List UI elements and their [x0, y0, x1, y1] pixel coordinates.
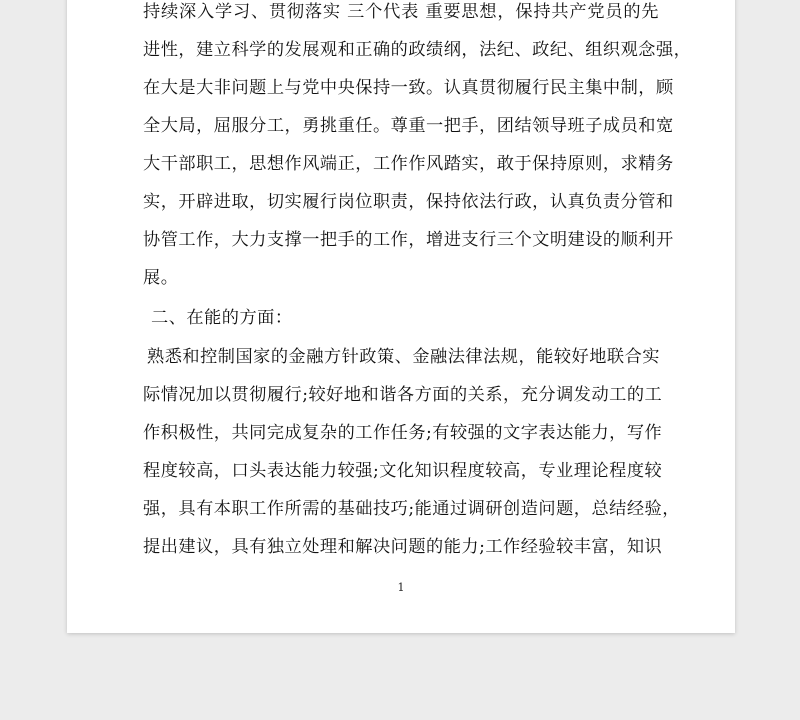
body-line: 提出建议，具有独立处理和解决问题的能力;工作经验较丰富，知识	[143, 537, 663, 557]
body-line: 在大是大非问题上与党中央保持一致。认真贯彻履行民主集中制，顾	[143, 78, 674, 98]
document-page	[67, 0, 735, 633]
body-line: 全大局，屈服分工，勇挑重任。尊重一把手，团结领导班子成员和宽	[143, 116, 674, 136]
body-line: 持续深入学习、贯彻落实 三个代表 重要思想，保持共产党员的先	[143, 2, 659, 22]
body-line: 强，具有本职工作所需的基础技巧;能通过调研创造问题，总结经验，	[143, 499, 680, 519]
body-line: 协管工作，大力支撑一把手的工作，增进支行三个文明建设的顺利开	[143, 230, 674, 250]
body-line: 大干部职工，思想作风端正，工作作风踏实，敢于保持原则，求精务	[143, 154, 674, 174]
section-heading: 二、在能的方面：	[151, 308, 293, 328]
body-line: 际情况加以贯彻履行;较好地和谐各方面的关系，充分调发动工的工	[143, 385, 663, 405]
body-line: 实，开辟进取，切实履行岗位职责，保持依法行政，认真负责分管和	[143, 192, 674, 212]
body-line: 程度较高，口头表达能力较强;文化知识程度较高，专业理论程度较	[143, 461, 663, 481]
page-number: 1	[397, 581, 405, 594]
body-line: 进性，建立科学的发展观和正确的政绩纲，法纪、政纪、组织观念强，	[143, 40, 692, 60]
body-line: 作积极性，共同完成复杂的工作任务;有较强的文字表达能力，写作	[143, 423, 663, 443]
body-line: 展。	[143, 268, 179, 288]
body-line: 熟悉和控制国家的金融方针政策、金融法律法规，能较好地联合实	[147, 347, 660, 367]
